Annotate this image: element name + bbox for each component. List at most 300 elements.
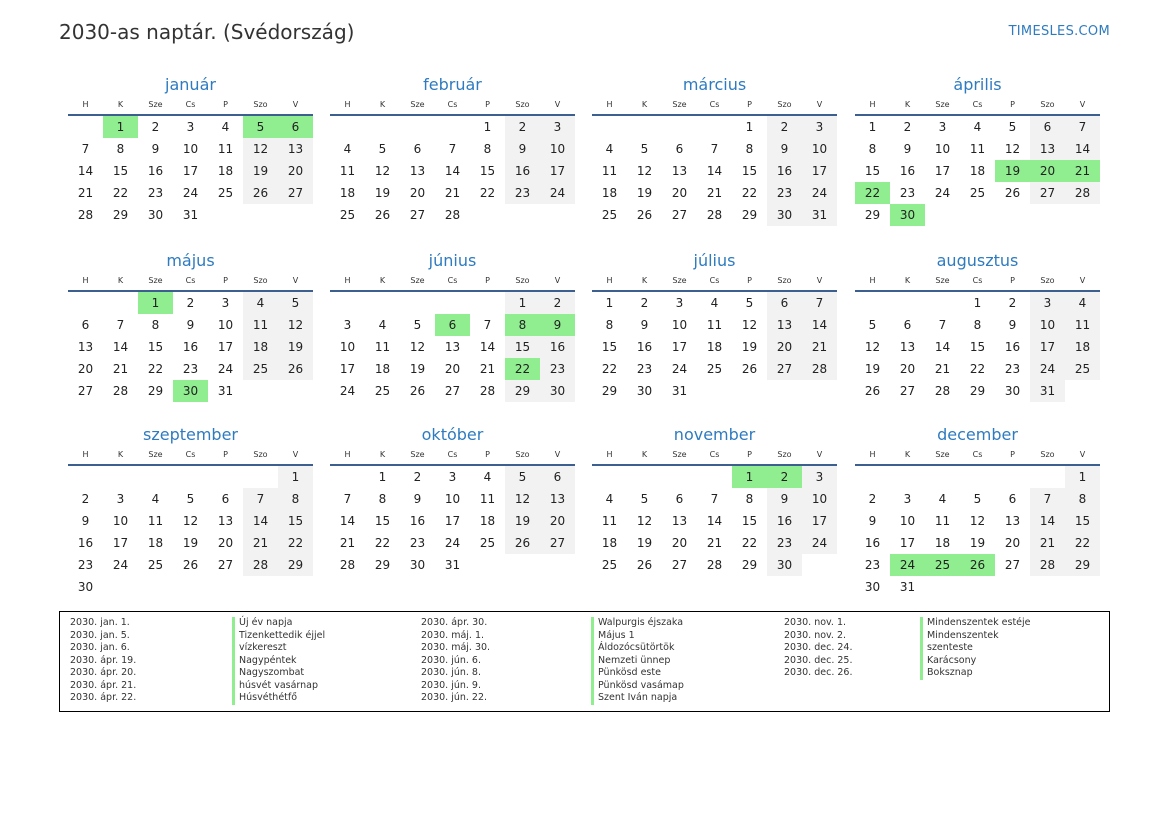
- month-name: december: [937, 425, 1018, 444]
- holiday-name: húsvét vasárnap: [232, 680, 325, 693]
- day-cell: 14: [112, 340, 129, 354]
- day-cell: 22: [479, 186, 496, 200]
- holiday-date: 2030. dec. 26.: [784, 667, 853, 678]
- empty-cell: [68, 116, 103, 138]
- day-cell: 22: [1065, 532, 1100, 554]
- day-cell: 8: [1065, 488, 1100, 510]
- day-cell: 29: [741, 558, 758, 572]
- month-block: [592, 424, 837, 576]
- holiday-name: Új év napja: [232, 617, 325, 630]
- weekday-label: Szo: [515, 450, 530, 459]
- day-cell: 27: [409, 208, 426, 222]
- day-cell: 3: [116, 492, 125, 506]
- day-cell: 4: [605, 142, 614, 156]
- day-cell: 12: [741, 318, 758, 332]
- day-cell: 17: [444, 514, 461, 528]
- holiday-name: Karácsony: [920, 655, 1031, 668]
- day-cell: 14: [479, 340, 496, 354]
- weekday-label: P: [1010, 276, 1015, 285]
- day-cell: 11: [934, 514, 951, 528]
- day-cell: 4: [343, 142, 352, 156]
- day-cell: 25: [339, 208, 356, 222]
- day-grid: [330, 116, 575, 226]
- day-cell: 3: [802, 116, 837, 138]
- holiday-day-cell: 21: [1065, 160, 1100, 182]
- holiday-day-cell: 22: [855, 182, 890, 204]
- day-cell: 28: [339, 558, 356, 572]
- month-block: [68, 424, 313, 598]
- day-cell: 2: [505, 116, 540, 138]
- day-cell: 24: [444, 536, 461, 550]
- day-cell: 17: [182, 164, 199, 178]
- day-cell: 8: [605, 318, 614, 332]
- month-block: [330, 424, 575, 576]
- day-cell: 7: [243, 488, 278, 510]
- day-cell: 10: [540, 138, 575, 160]
- holiday-date: 2030. ápr. 21.: [70, 679, 137, 691]
- holiday-legend: [59, 611, 1110, 712]
- day-cell: 27: [899, 384, 916, 398]
- day-cell: 28: [934, 384, 951, 398]
- day-cell: 24: [540, 182, 575, 204]
- day-cell: 8: [378, 492, 387, 506]
- day-cell: 4: [973, 120, 982, 134]
- day-cell: 29: [278, 554, 313, 576]
- weekday-label: H: [344, 276, 351, 285]
- day-cell: 10: [802, 138, 837, 160]
- day-cell: 20: [409, 186, 426, 200]
- day-cell: 28: [706, 208, 723, 222]
- empty-cell: [330, 292, 365, 314]
- day-cell: 11: [969, 142, 986, 156]
- weekday-label: K: [117, 450, 124, 459]
- legend-name-column: [591, 617, 684, 705]
- day-cell: 10: [444, 492, 461, 506]
- day-cell: 4: [221, 120, 230, 134]
- day-cell: 24: [802, 182, 837, 204]
- day-cell: 22: [112, 186, 129, 200]
- day-cell: 13: [1004, 514, 1021, 528]
- day-cell: 10: [671, 318, 688, 332]
- day-cell: 13: [1030, 138, 1065, 160]
- day-cell: 15: [147, 340, 164, 354]
- weekday-label: P: [223, 100, 228, 109]
- day-cell: 22: [147, 362, 164, 376]
- day-cell: 17: [934, 164, 951, 178]
- day-cell: 28: [243, 554, 278, 576]
- holiday-day-cell: 6: [435, 314, 470, 336]
- month-name: augusztus: [936, 251, 1019, 270]
- day-cell: 2: [868, 492, 877, 506]
- day-cell: 7: [343, 492, 352, 506]
- day-cell: 9: [186, 318, 195, 332]
- holiday-day-cell: 30: [173, 380, 208, 402]
- weekday-label: Szo: [515, 100, 530, 109]
- day-cell: 7: [710, 492, 719, 506]
- day-cell: 16: [505, 160, 540, 182]
- empty-cell: [592, 466, 627, 488]
- holiday-name: Pünkösd este: [591, 667, 684, 680]
- day-cell: 26: [636, 208, 653, 222]
- day-cell: 28: [706, 558, 723, 572]
- day-cell: 13: [671, 164, 688, 178]
- weekday-label: Szo: [777, 100, 792, 109]
- day-cell: 16: [636, 340, 653, 354]
- month-block: [330, 74, 575, 226]
- day-cell: 3: [540, 116, 575, 138]
- day-cell: 13: [444, 340, 461, 354]
- day-cell: 17: [899, 536, 916, 550]
- day-cell: 11: [479, 492, 496, 506]
- day-cell: 4: [378, 318, 387, 332]
- day-cell: 29: [1065, 554, 1100, 576]
- day-cell: 5: [186, 492, 195, 506]
- day-cell: 17: [112, 536, 129, 550]
- day-cell: 11: [706, 318, 723, 332]
- weekday-label: K: [641, 100, 648, 109]
- day-cell: 20: [1004, 536, 1021, 550]
- day-cell: 28: [444, 208, 461, 222]
- day-grid: [592, 292, 837, 402]
- weekday-header: [330, 446, 575, 466]
- day-cell: 5: [745, 296, 754, 310]
- day-cell: 2: [903, 120, 912, 134]
- day-cell: 25: [969, 186, 986, 200]
- holiday-date: 2030. ápr. 30.: [421, 617, 488, 628]
- day-cell: 8: [483, 142, 492, 156]
- day-cell: 29: [505, 380, 540, 402]
- day-cell: 23: [540, 358, 575, 380]
- day-cell: 26: [243, 182, 278, 204]
- day-cell: 7: [448, 142, 457, 156]
- empty-cell: [855, 292, 890, 314]
- day-cell: 9: [868, 514, 877, 528]
- day-cell: 6: [540, 466, 575, 488]
- day-cell: 30: [409, 558, 426, 572]
- holiday-day-cell: 26: [960, 554, 995, 576]
- day-cell: 2: [413, 470, 422, 484]
- empty-cell: [592, 116, 627, 138]
- day-cell: 6: [1008, 492, 1017, 506]
- weekday-label: V: [554, 450, 561, 459]
- day-cell: 28: [77, 208, 94, 222]
- legend-date-column: [784, 617, 852, 680]
- day-cell: 26: [636, 558, 653, 572]
- holiday-date: 2030. jan. 1.: [70, 617, 130, 628]
- day-cell: 24: [934, 186, 951, 200]
- weekday-label: V: [816, 276, 823, 285]
- day-cell: 6: [675, 492, 684, 506]
- day-cell: 27: [767, 358, 802, 380]
- empty-cell: [435, 292, 470, 314]
- day-cell: 18: [479, 514, 496, 528]
- holiday-name: Áldozócsütörtök: [591, 642, 684, 655]
- day-cell: 2: [81, 492, 90, 506]
- weekday-label: Cs: [709, 100, 720, 109]
- weekday-label: K: [379, 450, 386, 459]
- weekday-label: Szo: [1040, 450, 1055, 459]
- day-cell: 19: [243, 160, 278, 182]
- weekday-label: P: [747, 100, 752, 109]
- day-cell: 17: [671, 340, 688, 354]
- weekday-label: P: [223, 450, 228, 459]
- day-cell: 7: [1065, 116, 1100, 138]
- day-cell: 18: [374, 362, 391, 376]
- day-cell: 31: [671, 384, 688, 398]
- day-grid: [855, 292, 1100, 402]
- weekday-label: Cs: [709, 276, 720, 285]
- day-cell: 9: [903, 142, 912, 156]
- weekday-label: Sze: [672, 276, 687, 285]
- day-cell: 22: [741, 536, 758, 550]
- day-cell: 25: [479, 536, 496, 550]
- holiday-name: Pünkösd vasámap: [591, 680, 684, 693]
- day-cell: 7: [81, 142, 90, 156]
- weekday-label: H: [344, 450, 351, 459]
- holiday-date: 2030. jan. 6.: [70, 642, 130, 653]
- day-cell: 30: [540, 380, 575, 402]
- weekday-label: Sze: [672, 100, 687, 109]
- day-cell: 26: [505, 532, 540, 554]
- day-cell: 12: [636, 164, 653, 178]
- day-cell: 23: [505, 182, 540, 204]
- weekday-header: [68, 446, 313, 466]
- day-grid: [855, 466, 1100, 598]
- day-cell: 9: [640, 318, 649, 332]
- day-grid: [68, 116, 313, 226]
- weekday-label: K: [379, 100, 386, 109]
- weekday-label: H: [606, 276, 613, 285]
- weekday-label: H: [82, 450, 89, 459]
- day-cell: 23: [77, 558, 94, 572]
- month-block: [592, 74, 837, 226]
- holiday-name: Mindenszentek: [920, 630, 1031, 643]
- weekday-label: Cs: [972, 276, 983, 285]
- day-cell: 25: [374, 384, 391, 398]
- day-cell: 25: [706, 362, 723, 376]
- day-cell: 21: [706, 536, 723, 550]
- day-cell: 3: [903, 492, 912, 506]
- day-cell: 26: [182, 558, 199, 572]
- day-cell: 10: [934, 142, 951, 156]
- day-cell: 7: [802, 292, 837, 314]
- day-cell: 11: [243, 314, 278, 336]
- day-cell: 13: [899, 340, 916, 354]
- day-cell: 6: [413, 142, 422, 156]
- weekday-label: P: [747, 276, 752, 285]
- weekday-label: K: [904, 450, 911, 459]
- day-cell: 25: [243, 358, 278, 380]
- day-cell: 9: [767, 138, 802, 160]
- day-cell: 15: [505, 336, 540, 358]
- weekday-label: Szo: [1040, 276, 1055, 285]
- weekday-label: V: [816, 450, 823, 459]
- day-cell: 7: [116, 318, 125, 332]
- day-cell: 12: [182, 514, 199, 528]
- day-cell: 19: [182, 536, 199, 550]
- holiday-name: Nagyszombat: [232, 667, 325, 680]
- empty-cell: [662, 116, 697, 138]
- day-cell: 7: [710, 142, 719, 156]
- empty-cell: [435, 116, 470, 138]
- holiday-date: 2030. jún. 22.: [421, 692, 488, 703]
- weekday-label: V: [554, 100, 561, 109]
- day-cell: 12: [505, 488, 540, 510]
- day-cell: 28: [1065, 182, 1100, 204]
- day-cell: 17: [802, 160, 837, 182]
- day-cell: 9: [151, 142, 160, 156]
- holiday-day-cell: 25: [925, 554, 960, 576]
- day-cell: 27: [1004, 558, 1021, 572]
- holiday-day-cell: 2: [767, 466, 802, 488]
- day-cell: 5: [640, 142, 649, 156]
- day-cell: 27: [671, 208, 688, 222]
- weekday-label: Sze: [148, 450, 163, 459]
- holiday-name: Nagypéntek: [232, 655, 325, 668]
- day-cell: 2: [186, 296, 195, 310]
- holiday-date: 2030. dec. 25.: [784, 654, 853, 666]
- weekday-label: K: [904, 276, 911, 285]
- weekday-label: Sze: [148, 100, 163, 109]
- legend-name-column: [232, 617, 325, 705]
- day-cell: 9: [505, 138, 540, 160]
- weekday-label: Szo: [253, 100, 268, 109]
- day-cell: 25: [601, 558, 618, 572]
- day-cell: 23: [767, 532, 802, 554]
- holiday-date: 2030. ápr. 19.: [70, 654, 137, 666]
- day-cell: 4: [483, 470, 492, 484]
- day-cell: 15: [374, 514, 391, 528]
- day-cell: 17: [540, 160, 575, 182]
- day-cell: 12: [864, 340, 881, 354]
- day-cell: 17: [802, 510, 837, 532]
- day-cell: 18: [1065, 336, 1100, 358]
- day-cell: 10: [182, 142, 199, 156]
- weekday-label: Sze: [935, 100, 950, 109]
- weekday-header: [68, 96, 313, 116]
- day-cell: 20: [77, 362, 94, 376]
- weekday-label: K: [641, 450, 648, 459]
- weekday-header: [855, 96, 1100, 116]
- day-cell: 7: [1030, 488, 1065, 510]
- weekday-label: P: [747, 450, 752, 459]
- holiday-day-cell: 1: [732, 466, 767, 488]
- day-cell: 29: [864, 208, 881, 222]
- empty-cell: [960, 466, 995, 488]
- day-cell: 8: [973, 318, 982, 332]
- day-cell: 14: [706, 514, 723, 528]
- day-cell: 1: [745, 120, 754, 134]
- month-name: február: [423, 75, 482, 94]
- empty-cell: [890, 466, 925, 488]
- day-cell: 27: [77, 384, 94, 398]
- site-link[interactable]: TIMESLES.COM: [1008, 24, 1110, 39]
- day-cell: 14: [1030, 510, 1065, 532]
- day-cell: 10: [802, 488, 837, 510]
- day-cell: 14: [339, 514, 356, 528]
- day-cell: 21: [77, 186, 94, 200]
- day-cell: 24: [671, 362, 688, 376]
- holiday-date: 2030. ápr. 22.: [70, 692, 137, 703]
- empty-cell: [330, 116, 365, 138]
- day-cell: 4: [1065, 292, 1100, 314]
- day-cell: 3: [221, 296, 230, 310]
- day-cell: 18: [969, 164, 986, 178]
- day-cell: 22: [278, 532, 313, 554]
- holiday-name: Május 1: [591, 630, 684, 643]
- empty-cell: [890, 292, 925, 314]
- weekday-label: K: [379, 276, 386, 285]
- day-cell: 23: [767, 182, 802, 204]
- holiday-date: 2030. jún. 6.: [421, 654, 482, 666]
- empty-cell: [103, 292, 138, 314]
- day-cell: 6: [767, 292, 802, 314]
- day-cell: 5: [640, 492, 649, 506]
- day-cell: 14: [706, 164, 723, 178]
- empty-cell: [855, 466, 890, 488]
- month-name: november: [673, 425, 756, 444]
- empty-cell: [330, 466, 365, 488]
- weekday-label: K: [117, 100, 124, 109]
- day-cell: 3: [343, 318, 352, 332]
- day-cell: 15: [1065, 510, 1100, 532]
- day-cell: 23: [1004, 362, 1021, 376]
- day-cell: 2: [640, 296, 649, 310]
- day-cell: 22: [969, 362, 986, 376]
- day-cell: 17: [1030, 336, 1065, 358]
- holiday-name: Boksznap: [920, 667, 1031, 680]
- day-cell: 11: [339, 164, 356, 178]
- weekday-label: H: [869, 276, 876, 285]
- day-cell: 8: [116, 142, 125, 156]
- day-cell: 14: [802, 314, 837, 336]
- day-cell: 18: [601, 186, 618, 200]
- weekday-label: V: [1079, 276, 1086, 285]
- empty-cell: [400, 292, 435, 314]
- day-cell: 16: [767, 510, 802, 532]
- weekday-label: Szo: [253, 450, 268, 459]
- empty-cell: [470, 292, 505, 314]
- weekday-label: H: [869, 450, 876, 459]
- day-cell: 21: [479, 362, 496, 376]
- day-cell: 31: [899, 580, 916, 594]
- day-cell: 2: [1008, 296, 1017, 310]
- day-cell: 31: [182, 208, 199, 222]
- day-cell: 7: [483, 318, 492, 332]
- holiday-day-cell: 1: [103, 116, 138, 138]
- empty-cell: [68, 466, 103, 488]
- day-cell: 16: [182, 340, 199, 354]
- day-grid: [330, 292, 575, 402]
- weekday-label: V: [1079, 450, 1086, 459]
- day-cell: 23: [147, 186, 164, 200]
- empty-cell: [365, 116, 400, 138]
- day-cell: 25: [217, 186, 234, 200]
- day-cell: 18: [147, 536, 164, 550]
- day-cell: 20: [217, 536, 234, 550]
- day-cell: 17: [339, 362, 356, 376]
- weekday-label: K: [904, 100, 911, 109]
- month-block: [855, 424, 1100, 598]
- day-cell: 16: [1004, 340, 1021, 354]
- holiday-name: Húsvéthétfő: [232, 692, 325, 705]
- holiday-name: szenteste: [920, 642, 1031, 655]
- day-cell: 21: [1030, 532, 1065, 554]
- day-cell: 5: [413, 318, 422, 332]
- day-cell: 20: [278, 160, 313, 182]
- month-name: július: [693, 251, 736, 270]
- day-grid: [68, 466, 313, 598]
